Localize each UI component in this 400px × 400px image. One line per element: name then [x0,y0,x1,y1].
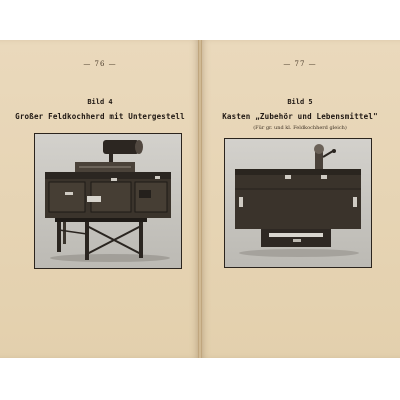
book-gutter [198,40,202,358]
left-page [0,40,200,358]
figure-caption-right: Kasten „Zubehör und Lebensmittel" [222,112,378,121]
field-stove-with-stand-icon [35,134,181,268]
page-number-left: — 76 — [83,60,117,68]
figure-number-right: Bild 5 [287,98,313,106]
field-stove-photo [34,133,182,269]
figure-subcaption-right: (Für gr. und kl. Feldkochherd gleich) [253,125,347,131]
figure-caption-left: Großer Feldkochherd mit Untergestell [15,112,185,121]
chest-photo [224,138,372,268]
right-page [200,40,400,358]
page-number-right: — 77 — [283,60,317,68]
accessory-food-chest-icon [225,139,371,267]
open-book [0,40,400,358]
figure-number-left: Bild 4 [87,98,113,106]
